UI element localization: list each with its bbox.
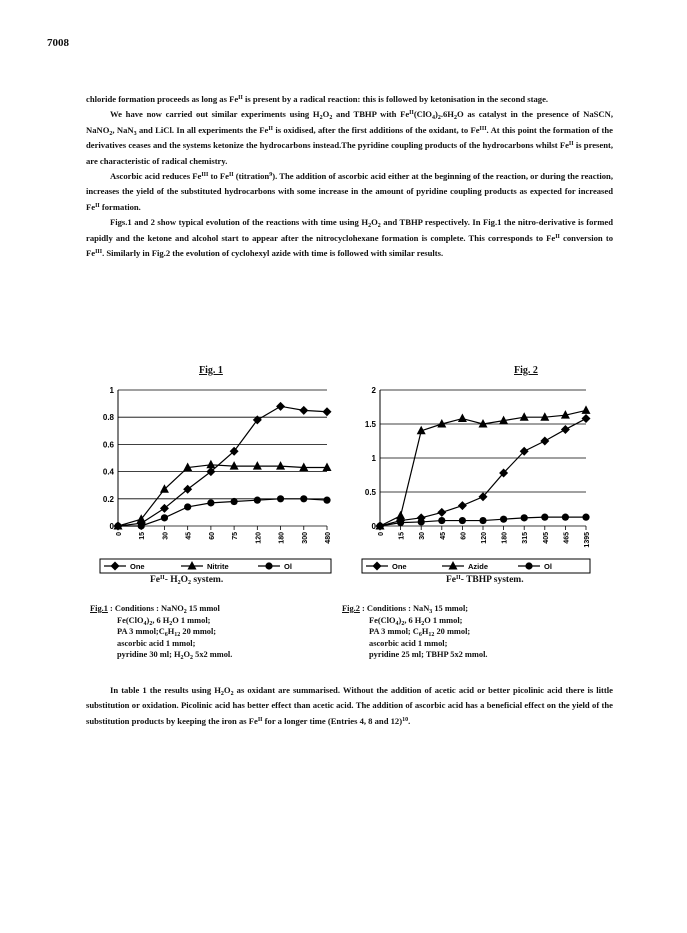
data-point-azide — [396, 511, 405, 520]
legend-marker-one — [111, 562, 120, 571]
x-tick-label: 60 — [460, 532, 468, 540]
data-point-ol — [323, 497, 330, 504]
data-point-ol — [521, 514, 528, 521]
data-point-nitrite — [276, 461, 285, 470]
y-tick-label: 0.8 — [102, 413, 114, 423]
data-point-one — [540, 437, 549, 446]
x-tick-label: 0 — [116, 532, 123, 536]
data-point-ol — [582, 514, 589, 521]
data-point-ol — [376, 522, 383, 529]
data-point-ol — [418, 518, 425, 525]
legend-marker-ol — [525, 562, 532, 569]
x-tick-label: 120 — [255, 532, 263, 544]
data-point-one — [276, 402, 285, 411]
data-point-azide — [582, 405, 591, 414]
legend-marker-nitrite — [188, 561, 197, 570]
data-point-one — [437, 508, 446, 517]
data-point-ol — [277, 495, 284, 502]
data-point-ol — [138, 522, 145, 529]
legend-label: Ol — [284, 562, 292, 571]
y-tick-label: 1 — [109, 386, 114, 395]
series-line-ol — [118, 499, 327, 526]
legend-label: One — [392, 562, 407, 571]
data-point-ol — [161, 514, 168, 521]
data-point-ol — [207, 499, 214, 506]
page-number: 7008 — [47, 37, 69, 49]
y-tick-label: 0 — [109, 522, 114, 531]
x-tick-label: 1395 — [584, 532, 591, 548]
legend-label: One — [130, 562, 145, 571]
data-point-ol — [459, 517, 466, 524]
y-tick-label: 0.6 — [102, 440, 114, 450]
figure-2-caption-line: Fig.2 : Conditions : NaN$_3$ 15 mmol; — [342, 604, 469, 615]
x-tick-label: 30 — [419, 532, 427, 540]
figure-2-caption-line: ascorbic acid 1 mmol; — [369, 638, 448, 648]
y-tick-label: 0 — [371, 522, 376, 531]
paragraph-2: We have now carried out similar experiments using $H_2O_2$ and TBHP with $Fe^{II}(ClO_4)_2.6H_2O$ as catalyst in the presence of NaSCN, NaNO$_2$, NaN$_3$ and LiCl. In all experiments the $Fe^{II}$ is oxidised, after the first additions of the oxidant, to $Fe^{III}$. At this point the formation of the derivatives ceases and the systems ketonize the hydrocarbons instead.The pyridine coupling products of the hydrocarbons whilst $Fe^{II}$ is present, are characteristic of radical chemistry. — [86, 109, 613, 166]
figure-1-caption-line: $Fe(ClO_4)_2$, 6 $H_2O$ 1 mmol; — [117, 615, 211, 627]
legend-label: Nitrite — [207, 562, 229, 571]
figure-2-chart — [350, 380, 612, 575]
data-point-ol — [479, 517, 486, 524]
figure-2-caption-line: pyridine 25 ml; TBHP 5x2 mmol. — [369, 650, 488, 660]
legend-label: Azide — [468, 562, 489, 571]
data-point-nitrite — [323, 463, 332, 472]
x-tick-label: 465 — [563, 532, 571, 544]
legend-marker-ol — [265, 562, 272, 569]
x-tick-label: 60 — [208, 532, 216, 540]
series-line-nitrite — [118, 465, 327, 526]
figure-2-caption-line: PA 3 mmol; $C_6H_{12}$ 20 mmol; — [369, 627, 471, 639]
paragraph-3: Ascorbic acid reduces $Fe^{III}$ to $Fe^{II}$ (titration$^9$). The addition of ascorbic acid either at the beginning of the reaction, or during the reaction, increases the yield of the substituted hydrocarbons with some increase in the amount of pyridine coupling products as expected for increased $Fe^{II}$ formation. — [86, 171, 613, 212]
data-point-ol — [562, 514, 569, 521]
legend-marker-azide — [449, 561, 458, 570]
data-point-azide — [458, 414, 467, 423]
figure-2-caption — [342, 603, 488, 661]
data-point-ol — [500, 516, 507, 523]
paragraph-4: Figs.1 and 2 show typical evolution of the reactions with time using $H_2O_2$ and TBHP respectively. In Fig.1 the nitro-derivative is formed rapidly and the ketone and alcohol start to appear after the nitrocyclohexane formation is complete. This corresponds to $Fe^{II}$ conversion to $Fe^{III}$. Similarly in Fig.2 the evolution of cyclohexyl azide with time is followed with similar results. — [86, 217, 614, 259]
figure-2-system: $Fe^{II}-$ TBHP system. — [446, 575, 524, 585]
data-point-one — [299, 406, 308, 415]
data-point-ol — [184, 503, 191, 510]
figure-2-title: Fig. 2 — [514, 365, 538, 376]
figure-1-chart — [90, 380, 340, 575]
data-point-one — [458, 501, 467, 510]
figure-1-system: $Fe^{II}-$ $H_2O_2$ system. — [150, 575, 224, 586]
figure-1-caption-line: Fig.1 : Conditions : NaNO$_2$ 15 mmol — [90, 604, 220, 615]
data-point-nitrite — [253, 461, 262, 470]
figure-1-caption-label: Fig.1 — [90, 604, 108, 613]
x-tick-label: 405 — [542, 532, 550, 544]
figure-1-caption — [90, 603, 232, 661]
x-tick-label: 15 — [398, 532, 406, 540]
data-point-nitrite — [206, 460, 215, 469]
x-tick-label: 45 — [439, 532, 447, 540]
x-tick-label: 45 — [185, 532, 193, 540]
y-tick-label: 0.2 — [102, 494, 114, 504]
data-point-ol — [114, 522, 121, 529]
y-tick-label: 0.5 — [364, 488, 376, 497]
series-line-azide — [380, 410, 586, 526]
y-tick-label: 2 — [371, 386, 376, 395]
y-tick-label: 1.5 — [364, 420, 376, 429]
x-tick-label: 0 — [378, 532, 385, 536]
x-tick-label: 180 — [278, 532, 286, 544]
x-tick-label: 480 — [325, 532, 332, 544]
x-tick-label: 75 — [232, 532, 240, 540]
data-point-one — [323, 407, 332, 416]
x-tick-label: 300 — [301, 532, 309, 544]
x-tick-label: 15 — [139, 532, 147, 540]
body-text — [86, 92, 613, 261]
data-point-ol — [231, 498, 238, 505]
closing-paragraph: In table 1 the results using $H_2O_2$ as oxidant are summarised. Without the addition of acetic acid or better picolinic acid there is little substitution or oxidation. Picolinic acid has better effect than acetic acid. The addition of ascorbic acid has a beneficial effect on the yield of the substitution products by keeping the iron as $Fe^{II}$ for a longer time (Entries 4, 8 and 12)$^{10}$. — [86, 685, 613, 726]
figure-1-caption-line: ascorbic acid 1 mmol; — [117, 638, 196, 648]
data-point-ol — [254, 497, 261, 504]
x-tick-label: 120 — [481, 532, 488, 544]
legend-marker-one — [373, 562, 382, 571]
data-point-ol — [438, 517, 445, 524]
figure-1-title: Fig. 1 — [199, 365, 223, 376]
data-point-azide — [520, 412, 529, 421]
paragraph-1: chloride formation proceeds as long as $Fe^{II}$ is present by a radical reaction: this is followed by ketonisation in the second stage. — [86, 94, 549, 104]
figure-1-caption-line: pyridine 30 ml; $H_2O_2$ 5x2 mmol. — [117, 650, 233, 662]
data-point-one — [253, 415, 262, 424]
data-point-ol — [300, 495, 307, 502]
legend-label: Ol — [544, 562, 552, 571]
x-tick-label: 315 — [522, 532, 530, 544]
data-point-ol — [397, 519, 404, 526]
figure-2-caption-line: $Fe(ClO_4)_2$, 6 $H_2O$ 1 mmol; — [369, 615, 463, 627]
data-point-one — [582, 414, 591, 423]
y-tick-label: 1 — [371, 454, 376, 463]
figure-1-caption-line: PA 3 $mmol;C_6H_{12}$ 20 mmol; — [117, 627, 217, 639]
x-tick-label: 30 — [162, 532, 170, 540]
data-point-one — [561, 425, 570, 434]
figure-2-caption-label: Fig.2 — [342, 604, 360, 613]
x-tick-label: 180 — [501, 532, 509, 544]
y-tick-label: 0.4 — [102, 467, 114, 477]
data-point-ol — [541, 514, 548, 521]
